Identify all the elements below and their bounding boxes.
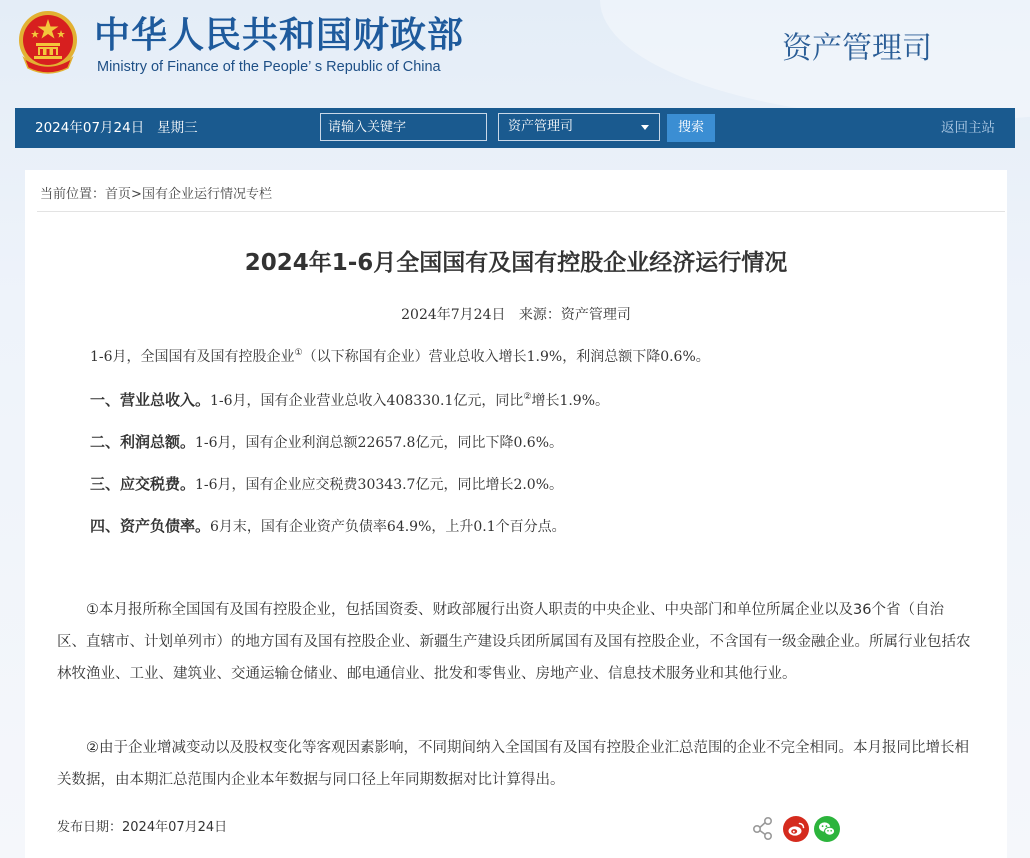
section-tax [90,473,563,494]
share-icon[interactable] [751,816,775,840]
national-emblem-icon[interactable] [16,10,80,76]
section-debt-ratio [90,515,566,536]
breadcrumb-prefix: 当前位置： [40,187,106,202]
article-intro [90,346,710,366]
intro-text-a: 1-6月，全国国有及国有控股企业 [90,349,295,365]
site-header [0,0,1030,108]
section-revenue [90,389,609,410]
chevron-down-icon [641,125,649,130]
publish-date: 发布日期：2024年07月24日 [57,820,228,835]
section-profit-heading: 二、利润总额。 [90,433,196,451]
breadcrumb [40,183,272,202]
section-revenue-text-a: 1-6月，国有企业营业总收入408330.1亿元，同比 [210,393,524,409]
site-title-en[interactable]: Ministry of Finance of the People’ s Republic of China [97,59,441,75]
weibo-icon[interactable] [783,816,809,842]
section-profit [90,431,563,452]
footnote-2: ②由于企业增减变动以及股权变化等客观因素影响，不同期间纳入全国国有及国有控股企业汇总范围的企业不完全相同。本月报同比增长相关数据，由本期汇总范围内企业本年数据与同口径上年同期数据对比计算得出。 [57,740,969,788]
footnote-1: ①本月报所称全国国有及国有控股企业，包括国资委、财政部履行出资人职责的中央企业、中央部门和单位所属企业以及36个省（自治区、直辖市、计划单列市）的地方国有及国有控股企业、新疆生产建设兵团所属国有及国有控股企业，不含国有一级金融企业。所属行业包括农林牧渔业、工业、建筑业、交通运输仓储业、邮电通信业、批发和零售业、房地产业、信息技术服务业和其他行业。 [57,602,971,682]
breadcrumb-separator: > [131,187,142,202]
current-date: 2024年07月24日 星期三 [35,120,198,136]
footnote-ref-2: ② [523,392,532,402]
return-home-link[interactable]: 返回主站 [941,120,995,136]
breadcrumb-home-link[interactable]: 首页 [105,187,132,202]
article-panel [25,170,1007,858]
section-tax-heading: 三、应交税费。 [90,475,196,493]
department-title: 资产管理司 [782,31,932,66]
section-debt-ratio-text: 6月末，国有企业资产负债率64.9%，上升0.1个百分点。 [210,519,566,535]
wechat-icon[interactable] [814,816,840,842]
breadcrumb-column-link[interactable]: 国有企业运行情况专栏 [141,187,272,202]
site-scope-select[interactable] [498,113,660,141]
section-debt-ratio-heading: 四、资产负债率。 [90,517,211,535]
search-button[interactable]: 搜索 [667,114,715,142]
search-input[interactable] [320,113,487,141]
site-scope-value: 资产管理司 [508,119,574,134]
intro-text-b: （以下称国有企业）营业总收入增长1.9%，利润总额下降0.6%。 [302,349,710,365]
section-revenue-text-b: 增长1.9%。 [531,393,610,409]
site-title-cn[interactable]: 中华人民共和国财政部 [94,15,465,56]
top-navbar [15,108,1015,148]
article-meta: 2024年7月24日 来源：资产管理司 [401,307,631,323]
section-revenue-heading: 一、营业总收入。 [90,391,211,409]
article-title: 2024年1-6月全国国有及国有控股企业经济运行情况 [244,250,788,276]
section-profit-text: 1-6月，国有企业利润总额22657.8亿元，同比下降0.6%。 [195,435,564,451]
section-tax-text: 1-6月，国有企业应交税费30343.7亿元，同比增长2.0%。 [195,477,564,493]
divider [37,211,1005,212]
footnote-ref-1: ① [294,348,303,358]
